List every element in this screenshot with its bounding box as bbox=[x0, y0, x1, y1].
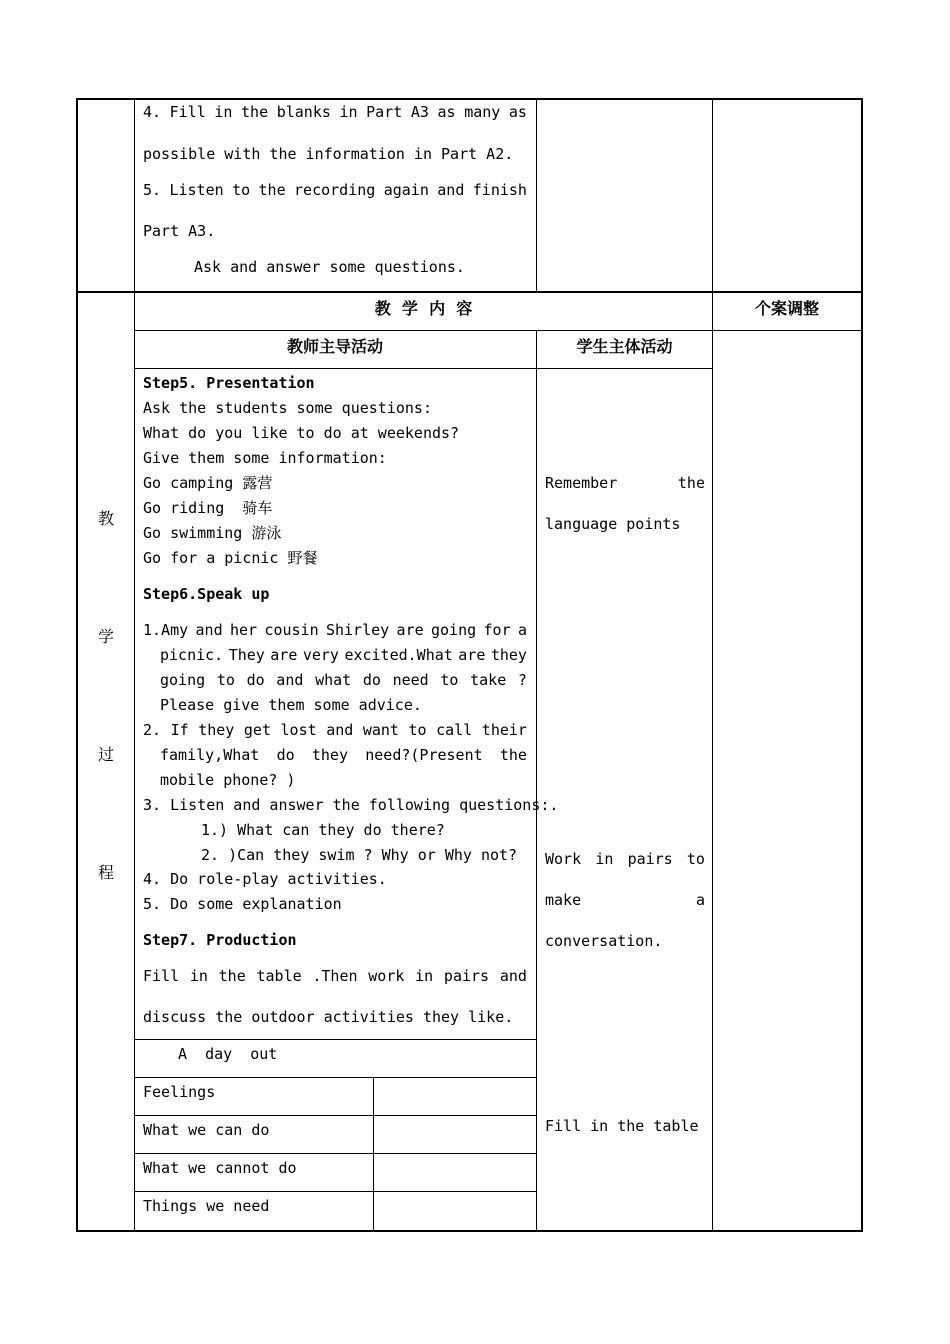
student-header: 学生主体活动 bbox=[576, 337, 673, 356]
teacher-student-divider-top bbox=[536, 98, 537, 292]
word: what bbox=[315, 671, 352, 689]
day-table-column-divider bbox=[373, 1077, 374, 1231]
table-right-border bbox=[861, 98, 863, 1232]
teacher-student-divider-bottom bbox=[536, 330, 537, 1232]
word: do bbox=[276, 746, 295, 764]
word: 4. bbox=[143, 103, 162, 121]
day-table-row-label: What we cannot do bbox=[143, 1159, 297, 1177]
day-table-row-line bbox=[134, 1115, 536, 1116]
word: take bbox=[470, 671, 507, 689]
word: to bbox=[216, 671, 235, 689]
word: want bbox=[362, 721, 399, 739]
word: pairs bbox=[627, 850, 673, 868]
table-bottom-border bbox=[76, 1230, 863, 1232]
step6-line bbox=[160, 670, 527, 690]
teacher-header: 教师主导活动 bbox=[286, 337, 383, 356]
day-table-top bbox=[134, 1039, 536, 1040]
word: cousin bbox=[264, 621, 319, 639]
word: the bbox=[677, 474, 705, 492]
step5-line: Give them some information: bbox=[143, 449, 387, 467]
step6-line: Please give them some advice. bbox=[160, 696, 422, 714]
step7-line-1 bbox=[143, 966, 527, 986]
word: Fill bbox=[169, 103, 206, 121]
word: again bbox=[383, 181, 429, 199]
word: the bbox=[218, 967, 246, 985]
word: .Then bbox=[312, 967, 358, 985]
step6-line bbox=[143, 620, 527, 640]
word: Part bbox=[366, 103, 403, 121]
side-label-char-2: 学 bbox=[98, 627, 115, 646]
word: and bbox=[195, 621, 223, 639]
word: ? bbox=[517, 671, 527, 689]
header-divider-2 bbox=[134, 368, 713, 369]
step6-line bbox=[143, 720, 527, 740]
word: her bbox=[229, 621, 258, 639]
student-remember-line-1 bbox=[545, 473, 705, 493]
word: Remember bbox=[545, 474, 618, 492]
step6-line: 5. Do some explanation bbox=[143, 895, 342, 913]
word: need?(Present bbox=[365, 746, 483, 764]
step7-line-2: discuss the outdoor activities they like. bbox=[143, 1008, 514, 1026]
student-remember-line-2: language points bbox=[545, 515, 681, 533]
step6-line: 2. )Can they swim ? Why or Why not? bbox=[201, 846, 518, 864]
word: the bbox=[241, 103, 269, 121]
word: 5. bbox=[143, 181, 162, 199]
word: do bbox=[362, 671, 381, 689]
word: very bbox=[302, 646, 339, 664]
day-table-title: A day out bbox=[178, 1045, 278, 1063]
step5-line: Go camping 露营 bbox=[143, 474, 273, 492]
word: excited.What bbox=[344, 646, 453, 664]
word: many bbox=[464, 103, 501, 121]
step7-title: Step7. Production bbox=[143, 931, 297, 949]
word: a bbox=[517, 621, 527, 639]
step5-line: Go swimming 游泳 bbox=[143, 524, 282, 542]
step5-line: What do you like to do at weekends? bbox=[143, 424, 460, 442]
side-label-char-1: 教 bbox=[98, 509, 115, 528]
day-table-row-label: Things we need bbox=[143, 1197, 270, 1215]
word: a bbox=[695, 891, 705, 909]
word: they bbox=[311, 746, 348, 764]
student-work-line-2 bbox=[545, 890, 705, 910]
word: and bbox=[437, 181, 465, 199]
word: in bbox=[214, 103, 233, 121]
day-table-row-label: Feelings bbox=[143, 1083, 216, 1101]
student-work-line-1 bbox=[545, 849, 705, 869]
top-line-5: Ask and answer some questions. bbox=[194, 258, 465, 276]
word: finish bbox=[472, 181, 527, 199]
step5-line: Go riding 骑车 bbox=[143, 499, 273, 517]
day-table-row-label: What we can do bbox=[143, 1121, 270, 1139]
word: picnic. bbox=[160, 646, 224, 664]
word: in bbox=[189, 967, 208, 985]
step5-line: Ask the students some questions: bbox=[143, 399, 432, 417]
word: the bbox=[258, 181, 286, 199]
word: call bbox=[436, 721, 473, 739]
student-work-line-3: conversation. bbox=[545, 932, 663, 950]
word: to bbox=[408, 721, 427, 739]
word: need bbox=[392, 671, 429, 689]
content-header: 教 学 内 容 bbox=[374, 299, 473, 318]
word: 1.Amy bbox=[143, 621, 189, 639]
word: and bbox=[276, 671, 304, 689]
adjust-header: 个案调整 bbox=[754, 299, 819, 318]
top-line-2: possible with the information in Part A2. bbox=[143, 145, 514, 163]
word: to bbox=[440, 671, 459, 689]
word: and bbox=[326, 721, 354, 739]
word: Listen bbox=[169, 181, 224, 199]
day-table-row-line bbox=[134, 1077, 536, 1078]
word: to bbox=[232, 181, 251, 199]
step6-title: Step6.Speak up bbox=[143, 585, 270, 603]
step6-line: 4. Do role-play activities. bbox=[143, 870, 387, 888]
table-left-border bbox=[76, 98, 78, 1232]
step6-line bbox=[160, 645, 527, 665]
word: their bbox=[481, 721, 527, 739]
word: as bbox=[508, 103, 527, 121]
word: Shirley bbox=[325, 621, 390, 639]
word: going bbox=[160, 671, 206, 689]
word: table bbox=[256, 967, 302, 985]
word: get bbox=[243, 721, 271, 739]
word: for bbox=[483, 621, 511, 639]
side-label-char-3: 过 bbox=[98, 745, 115, 764]
step5-line: Go for a picnic 野餐 bbox=[143, 549, 318, 567]
word: blanks bbox=[276, 103, 331, 121]
day-table-row-line bbox=[134, 1191, 536, 1192]
word: as bbox=[437, 103, 456, 121]
word: family,What bbox=[160, 746, 260, 764]
word: to bbox=[686, 850, 705, 868]
day-table-row-line bbox=[134, 1153, 536, 1154]
section-divider bbox=[76, 291, 863, 293]
label-column-divider bbox=[134, 98, 135, 1232]
word: If bbox=[170, 721, 189, 739]
step5-title: Step5. Presentation bbox=[143, 374, 315, 392]
step6-line bbox=[160, 745, 527, 765]
step6-line: 1.) What can they do there? bbox=[201, 821, 445, 839]
top-line-4: Part A3. bbox=[143, 222, 216, 240]
word: pairs bbox=[443, 967, 490, 985]
student-fill-table: Fill in the table bbox=[545, 1117, 699, 1135]
side-label-char-4: 程 bbox=[98, 863, 115, 882]
word: are bbox=[396, 621, 424, 639]
word: going bbox=[431, 621, 477, 639]
adjust-column-divider bbox=[712, 98, 713, 1232]
word: Fill bbox=[143, 967, 180, 985]
top-line-1 bbox=[143, 102, 527, 122]
word: recording bbox=[294, 181, 376, 199]
word: 2. bbox=[143, 721, 162, 739]
header-divider-1 bbox=[134, 330, 863, 331]
word: lost bbox=[280, 721, 317, 739]
word: the bbox=[499, 746, 527, 764]
word: do bbox=[246, 671, 265, 689]
word: work bbox=[368, 967, 405, 985]
word: and bbox=[499, 967, 527, 985]
word: in bbox=[415, 967, 434, 985]
word: they bbox=[490, 646, 527, 664]
word: make bbox=[545, 891, 582, 909]
word: they bbox=[198, 721, 235, 739]
word: They bbox=[228, 646, 265, 664]
word: Work bbox=[545, 850, 582, 868]
word: in bbox=[339, 103, 358, 121]
word: are bbox=[458, 646, 486, 664]
step6-line: 3. Listen and answer the following questions:. bbox=[143, 796, 559, 814]
top-line-3 bbox=[143, 180, 527, 200]
word: are bbox=[270, 646, 298, 664]
step6-line: mobile phone? ) bbox=[160, 771, 296, 789]
word: in bbox=[595, 850, 614, 868]
table-top-border bbox=[76, 98, 863, 100]
word: A3 bbox=[410, 103, 429, 121]
